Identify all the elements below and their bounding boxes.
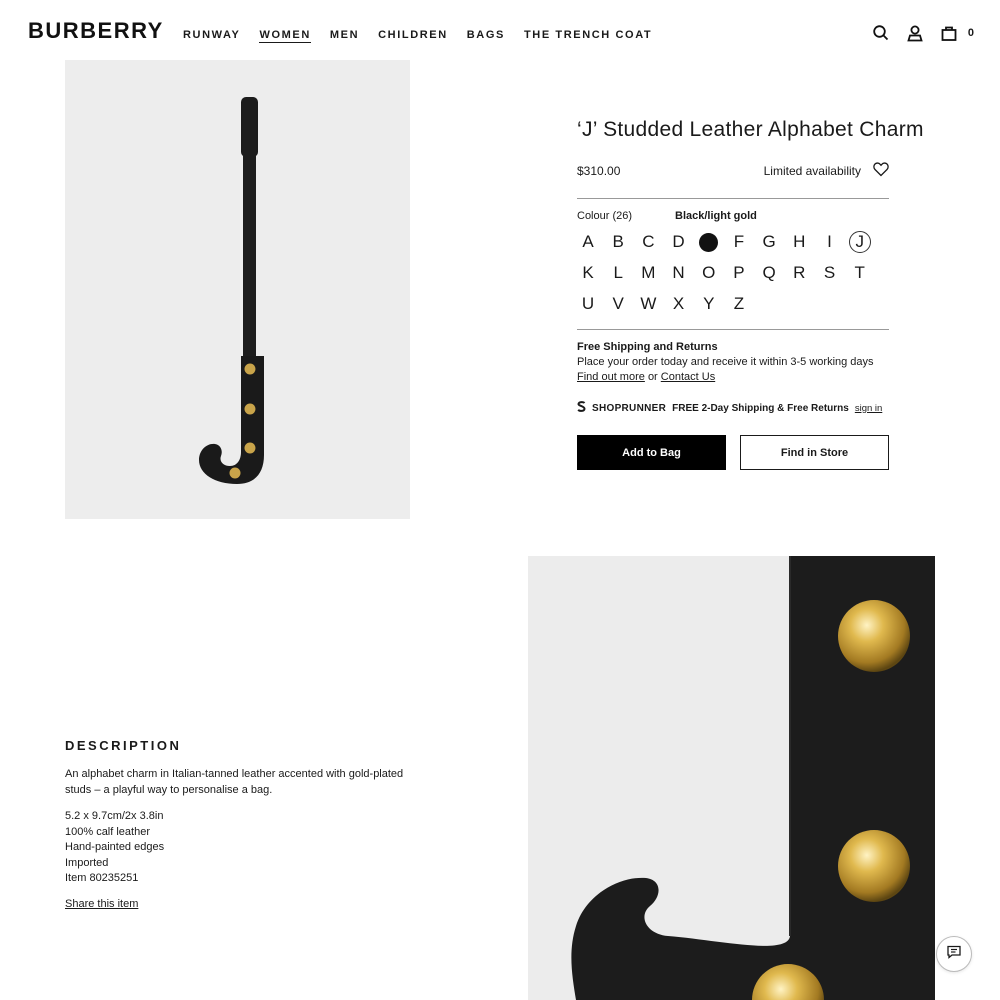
search-icon[interactable] [872, 24, 890, 42]
price-row [577, 162, 889, 180]
shoprunner-icon [577, 401, 586, 415]
burberry-logo[interactable]: BURBERRY [28, 18, 164, 43]
bag-icon[interactable] [940, 24, 958, 42]
letter-option[interactable]: X [672, 294, 685, 313]
letter-option[interactable]: V [612, 294, 624, 313]
colour-name: Black/light gold [675, 210, 757, 222]
shoprunner-banner [577, 401, 889, 415]
detail-item: 100% calf leather [65, 825, 150, 838]
letter-option[interactable]: Z [733, 294, 745, 313]
divider [577, 198, 889, 199]
unavailable-dot-icon [699, 233, 718, 252]
letter-option[interactable]: A [582, 232, 594, 251]
letter-selector [577, 231, 889, 315]
letter-option-e-unavailable[interactable] [698, 231, 720, 253]
letter-option[interactable]: U [581, 294, 595, 313]
product-title: ‘J’ Studded Leather Alphabet Charm [577, 118, 924, 141]
shipping-title: Free Shipping and Returns [577, 341, 718, 353]
share-link[interactable]: Share this item [65, 897, 139, 910]
j-charm-illustration [65, 60, 410, 519]
contact-us-link[interactable]: Contact Us [660, 371, 716, 383]
description-paragraph: An alphabet charm in Italian-tanned leather accented with gold-plated studs – a playful way to personalise a bag. [65, 768, 404, 796]
letter-option[interactable]: K [582, 263, 594, 282]
action-buttons [577, 435, 889, 470]
letter-option[interactable]: C [642, 232, 655, 251]
letter-option[interactable]: W [640, 294, 657, 313]
add-to-bag-button[interactable]: Add to Bag [577, 435, 726, 470]
nav-item-children[interactable]: CHILDREN [378, 29, 448, 41]
j-charm-closeup-illustration [528, 556, 935, 1000]
description-details [65, 809, 415, 887]
product-price: $310.00 [577, 164, 621, 178]
chat-button[interactable] [936, 936, 972, 972]
nav-item-men[interactable]: MEN [329, 29, 360, 41]
letter-option[interactable]: N [672, 263, 685, 282]
shoprunner-sign-in[interactable]: sign in [854, 402, 883, 414]
letter-option[interactable]: R [793, 263, 806, 282]
heart-icon[interactable] [873, 162, 889, 180]
detail-item: Item 80235251 [65, 872, 139, 884]
letter-option[interactable]: B [612, 232, 624, 251]
detail-item: 5.2 x 9.7cm/2x 3.8in [65, 810, 164, 822]
find-out-more-link[interactable]: Find out more [577, 371, 645, 383]
product-info [577, 118, 924, 470]
letter-option[interactable]: Q [762, 263, 776, 282]
letter-option[interactable]: I [827, 232, 832, 251]
or-text: or [647, 371, 658, 383]
shipping-links [577, 371, 889, 383]
divider [577, 329, 889, 330]
nav-item-trench-coat[interactable]: THE TRENCH COAT [523, 29, 653, 41]
letter-option[interactable]: F [733, 232, 745, 251]
colour-count-label: Colour (26) [577, 210, 633, 222]
letter-option[interactable]: T [854, 263, 865, 282]
letter-option[interactable]: P [733, 263, 745, 282]
letter-option[interactable]: Y [703, 294, 715, 313]
nav-item-runway[interactable]: RUNWAY [183, 29, 241, 41]
nav-item-bags[interactable]: BAGS [466, 29, 505, 41]
colour-row [577, 210, 889, 222]
chat-icon [946, 944, 962, 965]
nav-item-women[interactable]: WOMEN [259, 29, 311, 41]
letter-option[interactable]: O [702, 263, 716, 282]
main-nav [183, 29, 671, 43]
header-icons [856, 24, 974, 42]
shoprunner-logo: SHOPRUNNER [592, 402, 667, 414]
site-header [0, 0, 1000, 62]
description-heading: DESCRIPTION [65, 738, 182, 753]
detail-item: Imported [65, 856, 109, 869]
shipping-text: Place your order today and receive it within 3-5 working days [577, 356, 874, 368]
availability [764, 162, 889, 180]
product-image-closeup[interactable] [528, 556, 935, 1000]
letter-option[interactable]: M [641, 263, 656, 282]
letter-option[interactable]: D [672, 232, 685, 251]
bag-count[interactable]: 0 [967, 27, 974, 39]
letter-option-selected[interactable]: J [849, 231, 871, 253]
letter-option[interactable]: L [613, 263, 623, 282]
detail-item: Hand-painted edges [65, 841, 165, 853]
description-section [65, 738, 415, 912]
letter-option[interactable]: G [762, 232, 776, 251]
product-image-main[interactable] [65, 60, 410, 519]
letter-option[interactable]: S [823, 263, 836, 282]
find-in-store-button[interactable]: Find in Store [740, 435, 889, 470]
account-icon[interactable] [906, 24, 924, 42]
availability-text: Limited availability [763, 164, 861, 178]
shoprunner-text: FREE 2-Day Shipping & Free Returns [672, 402, 849, 414]
letter-option[interactable]: H [793, 232, 806, 251]
